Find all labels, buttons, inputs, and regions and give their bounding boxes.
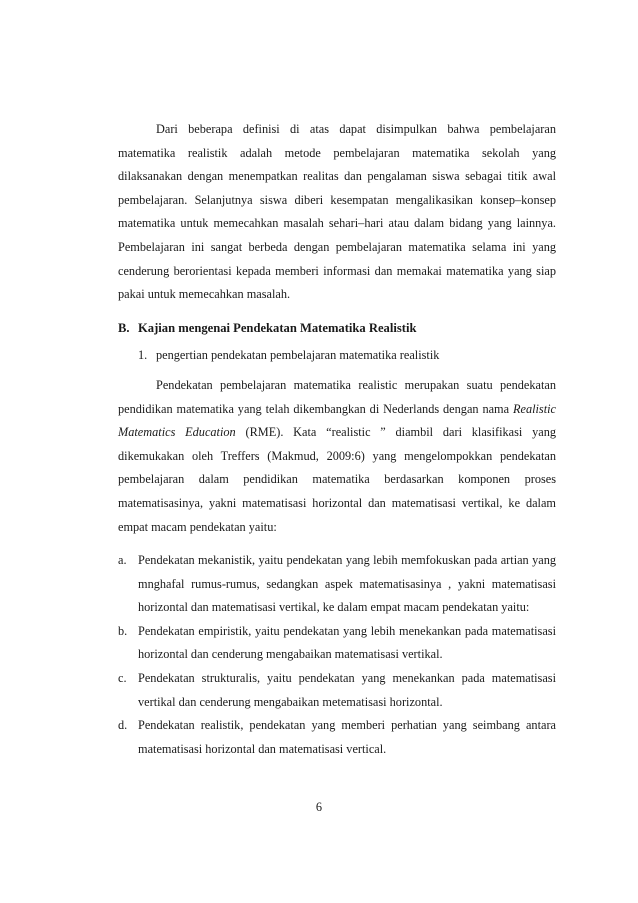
list-item-letter: b. (118, 623, 128, 638)
list-item (118, 549, 556, 620)
subpoint-title: pengertian pendekatan pembelajaran matematika realistik (156, 348, 440, 363)
list-item-letter: a. (118, 553, 127, 568)
intro-paragraph: Dari beberapa definisi di atas dapat disimpulkan bahwa pembelajaran matematika realistik adalah metode pembelajaran matematika sekolah yang dilaksanakan dengan menempatkan realitas dan pengalaman siswa sebagai titik awal pembelajaran. Selanjutnya siswa diberi kesempatan mengalikasikan konsep–konsep matematika untuk memecahkan masalah sehari–hari atau dalam bidang yang lainnya. Pembelajaran ini sangat berbeda dengan pembelajaran matematika selama ini yang cenderung berorientasi kepada memberi informasi dan memakai matematika yang siap pakai untuk memecahkan masalah. (118, 122, 556, 302)
list-item-letter: d. (118, 718, 128, 733)
subpoint-number: 1. (138, 348, 148, 363)
list-item-text: Pendekatan strukturalis, yaitu pendekatan yang menekankan pada matematisasi vertikal dan cenderung mengabaikan metematisasi horizontal. (138, 671, 556, 709)
list-item-text: Pendekatan realistik, pendekatan yang memberi perhatian yang seimbang antara matematisasi horizontal dan matematisasi vertical. (138, 718, 556, 756)
rme-term: Realistic Matematics Education (118, 401, 556, 440)
rme-paragraph-part1: Pendekatan pembelajaran matematika realistic merupakan suatu pendekatan pendidikan matematika yang telah dikembangkan di Nederlands dengan nama (118, 377, 556, 416)
section-title: Kajian mengenai Pendekatan Matematika Realistik (138, 320, 417, 335)
subpoint-heading (118, 344, 556, 368)
page-content (118, 118, 556, 761)
page-number: 6 (315, 800, 323, 814)
list-item-text: Pendekatan empiristik, yaitu pendekatan yang lebih menekankan pada matematisasi horizontal dan cenderung mengabaikan matematisasi vertikal. (138, 623, 556, 662)
section-heading (118, 317, 556, 341)
rme-paragraph (118, 374, 556, 539)
list-item (118, 620, 556, 667)
approach-list (118, 549, 556, 761)
list-item (118, 714, 556, 761)
section-letter: B. (118, 320, 130, 335)
list-item-letter: c. (118, 671, 127, 686)
rme-paragraph-part2: (RME). Kata “realistic ” diambil dari klasifikasi yang dikemukakan oleh Treffers (Makmud, 2009:6) yang mengelompokkan pendekatan pembelajaran dalam pendidikan matematika berdasarkan komponen proses matematisasinya, yakni matematisasi horizontal dan matematisasi vertikal, ke dalam empat macam pendekatan yaitu: (118, 425, 556, 534)
list-item-text: Pendekatan mekanistik, yaitu pendekatan yang lebih memfokuskan pada artian yang mnghafal rumus-rumus, sedangkan aspek matematisasinya , yakni matematisasi horizontal dan matematisasi vertikal, ke dalam empat macam pendekatan yaitu: (138, 553, 556, 615)
list-item (118, 667, 556, 714)
